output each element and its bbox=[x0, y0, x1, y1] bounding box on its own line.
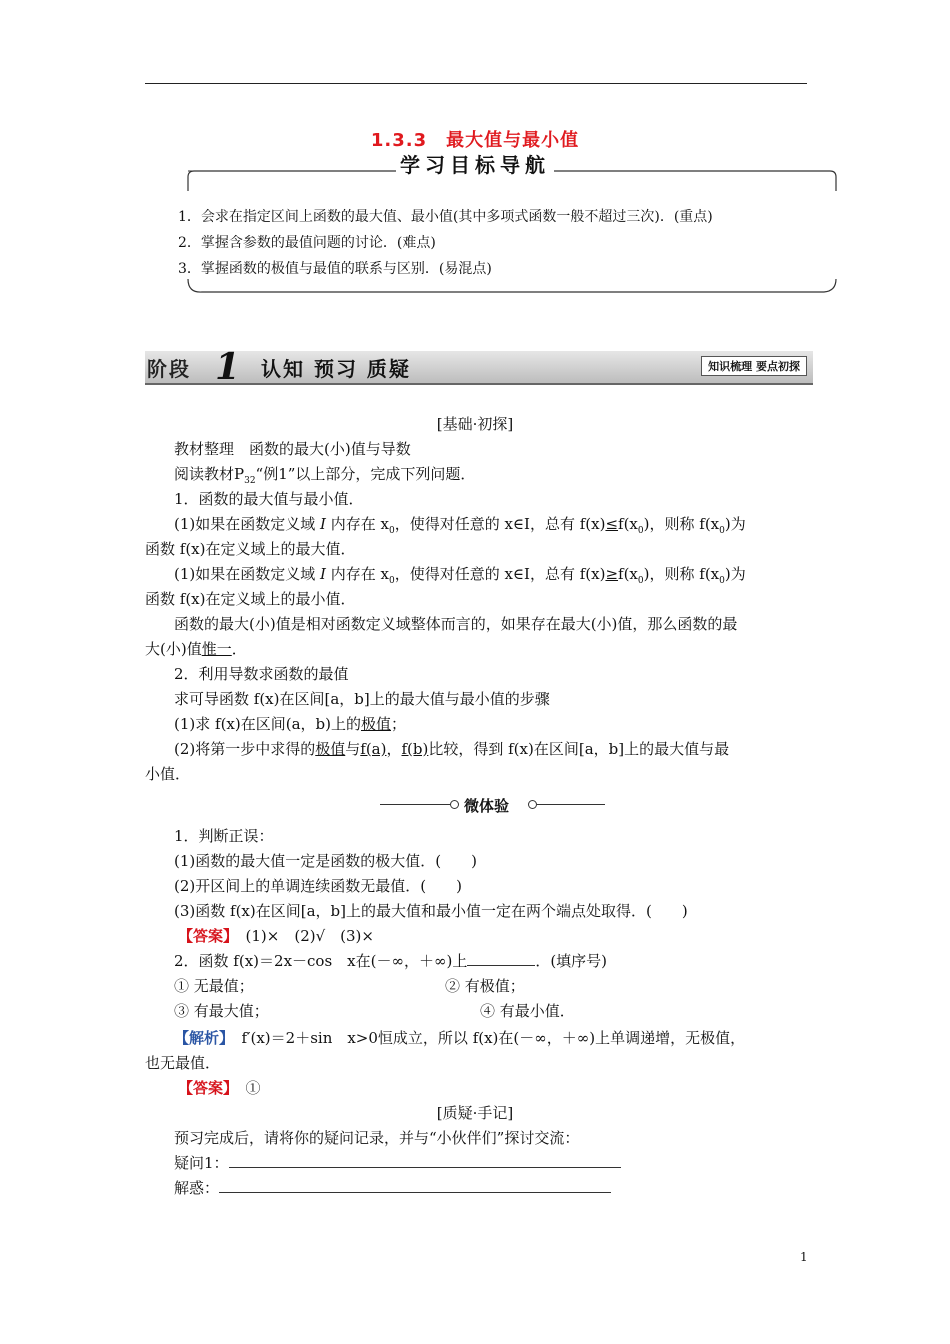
question-2 bbox=[174, 950, 607, 971]
answer-label: 【答案】 bbox=[178, 1079, 231, 1097]
notes-prompt: 预习完成后，请将你的疑问记录，并与“小伙伴们”探讨交流： bbox=[174, 1129, 580, 1147]
question-1-3: (3)函数 f(x)在区间[a，b]上的最大值和最小值一定在两个端点处取得．( ) bbox=[174, 902, 688, 920]
answer-blank bbox=[467, 965, 535, 966]
def-text: f(x bbox=[618, 565, 638, 583]
def-text: )为 bbox=[724, 565, 746, 583]
note-label: 解惑： bbox=[174, 1179, 220, 1197]
analysis-label: 【解析】 bbox=[174, 1029, 227, 1047]
item-2: 2．利用导数求函数的最值 bbox=[174, 665, 349, 683]
basics-heading: [基础·初探] bbox=[436, 415, 514, 433]
note-text: ． bbox=[231, 640, 247, 658]
textbook-title: 教材整理 函数的最大(小)值与导数 bbox=[174, 440, 411, 458]
option-3: ③ 有最大值； bbox=[174, 1002, 269, 1020]
def-min-line1: (1)如果在函数定义域 I 内存在 $x_0$，使得对任意的 x∈I，总有 $f(x)\ge f(x_0)$，则称 $f(x_0)$为 bbox=[174, 565, 746, 586]
def-min-line2: 函数 f(x)在定义域上的最小值． bbox=[145, 590, 356, 608]
answer-text: (1)× (2)√ (3)× bbox=[245, 927, 374, 945]
divider-rule bbox=[537, 804, 605, 805]
stage-banner bbox=[145, 346, 813, 388]
stage-number: 1 bbox=[215, 346, 241, 388]
note-label: 疑问1： bbox=[174, 1154, 229, 1172]
question-1: 1．判断正误： bbox=[174, 827, 274, 845]
goals-title bbox=[0, 149, 950, 178]
steps-intro: 求可导函数 f(x)在区间[a，b]上的最大值与最小值的步骤 bbox=[174, 690, 550, 708]
def-var: I bbox=[320, 565, 326, 583]
def-max-line1: (1)如果在函数定义域 I 内存在 $x_0$，使得对任意的 x∈I，总有 $f(x)\le f(x_0)$，则称 $f(x_0)$为 bbox=[174, 515, 746, 536]
divider-rule bbox=[380, 804, 450, 805]
def-text: (1)如果在函数定义域 bbox=[174, 515, 321, 533]
note-line1: 函数的最大(小)值是相对函数定义域整体而言的，如果存在最大(小)值，那么函数的最 bbox=[174, 615, 738, 633]
answer-text: ① bbox=[245, 1079, 261, 1097]
answer-label: 【答案】 bbox=[178, 927, 231, 945]
reading-text: 阅读教材P bbox=[174, 465, 245, 483]
stage-label: 阶段 bbox=[147, 357, 191, 381]
question-note-field[interactable] bbox=[229, 1167, 621, 1168]
def-text: )，则称 f(x bbox=[643, 565, 720, 583]
def-text: f(x bbox=[618, 515, 638, 533]
step-text: ， bbox=[386, 740, 402, 758]
def-fill-ge: ≥ bbox=[605, 565, 619, 583]
question-1-2: (2)开区间上的单调连续函数无最值．( ) bbox=[174, 877, 462, 895]
step-text: ； bbox=[391, 715, 407, 733]
reading-line bbox=[174, 463, 475, 486]
question-text: 2．函数 f(x)＝2x－cos x在(－∞，＋∞)上 bbox=[174, 952, 468, 970]
step-text: (1)求 f(x)在区间(a，b)上的 bbox=[174, 715, 361, 733]
answer-note bbox=[174, 1177, 611, 1198]
goal-item: 2．掌握含参数的最值问题的讨论．(难点) bbox=[178, 235, 436, 251]
step-1 bbox=[174, 713, 406, 734]
item-1: 1．函数的最大值与最小值． bbox=[174, 490, 364, 508]
option-2: ② 有极值； bbox=[445, 977, 525, 995]
def-text: (1)如果在函数定义域 bbox=[174, 565, 321, 583]
step-fill: 极值 bbox=[315, 740, 346, 758]
divider-dot bbox=[528, 800, 537, 809]
analysis-line2: 也无最值． bbox=[145, 1054, 221, 1072]
note-fill: 惟一 bbox=[201, 640, 232, 658]
step-fill: 极值 bbox=[360, 715, 391, 733]
def-text: ，使得对任意的 x∈I，总有 f(x) bbox=[394, 565, 606, 583]
question-1-1: (1)函数的最大值一定是函数的极大值．( ) bbox=[174, 852, 477, 870]
def-text: 内存在 x bbox=[325, 515, 389, 533]
question-note bbox=[174, 1152, 621, 1173]
def-text: )，则称 f(x bbox=[643, 515, 720, 533]
reading-page: 32 bbox=[244, 476, 256, 486]
step-2 bbox=[174, 738, 729, 759]
def-text: ，使得对任意的 x∈I，总有 f(x) bbox=[394, 515, 606, 533]
def-text: )为 bbox=[724, 515, 746, 533]
stage-title: 认知 预习 质疑 bbox=[261, 357, 411, 381]
micro-title: 微体验 bbox=[464, 797, 510, 815]
header-rule bbox=[145, 83, 807, 84]
question-text: ．(填序号) bbox=[535, 952, 608, 970]
def-max-line2: 函数 f(x)在定义域上的最大值． bbox=[145, 540, 356, 558]
goal-item: 1．会求在指定区间上函数的最大值、最小值(其中多项式函数一般不超过三次)．(重点) bbox=[178, 209, 713, 225]
step-text: 与 bbox=[345, 740, 361, 758]
divider-dot bbox=[450, 800, 459, 809]
def-var: I bbox=[320, 515, 326, 533]
step-text: 比较，得到 f(x)在区间[a，b]上的最大值与最 bbox=[428, 740, 730, 758]
goals-title-text: 学习目标导航 bbox=[396, 153, 554, 177]
step-text: (2)将第一步中求得的 bbox=[174, 740, 316, 758]
note-text: 大(小)值 bbox=[145, 640, 202, 658]
section-title: 1.3.3 最大值与最小值 bbox=[370, 130, 580, 151]
option-4: ④ 有最小值． bbox=[480, 1002, 575, 1020]
step-fill: f(a) bbox=[360, 740, 387, 758]
note-line2 bbox=[145, 638, 247, 659]
def-text: 内存在 x bbox=[325, 565, 389, 583]
step-fill: f(b) bbox=[401, 740, 429, 758]
step-2-line2: 小值． bbox=[145, 765, 191, 783]
answer-2 bbox=[178, 1077, 261, 1098]
analysis-text: f′(x)＝2＋sin x>0恒成立，所以 f(x)在(－∞，＋∞)上单调递增，无极值， bbox=[241, 1029, 746, 1047]
answer-1 bbox=[178, 925, 374, 946]
def-fill-le: ≤ bbox=[605, 515, 619, 533]
page-number: 1 bbox=[800, 1250, 808, 1264]
stage-tag: 知识梳理 要点初探 bbox=[701, 356, 807, 376]
option-1: ① 无最值； bbox=[174, 977, 254, 995]
analysis-line1 bbox=[174, 1027, 745, 1048]
goal-item: 3．掌握函数的极值与最值的联系与区别．(易混点) bbox=[178, 261, 492, 277]
answer-note-field[interactable] bbox=[219, 1192, 611, 1193]
micro-divider bbox=[0, 795, 950, 815]
reading-rest: “例1”以上部分，完成下列问题． bbox=[255, 465, 476, 483]
notes-heading: [质疑·手记] bbox=[436, 1104, 514, 1122]
